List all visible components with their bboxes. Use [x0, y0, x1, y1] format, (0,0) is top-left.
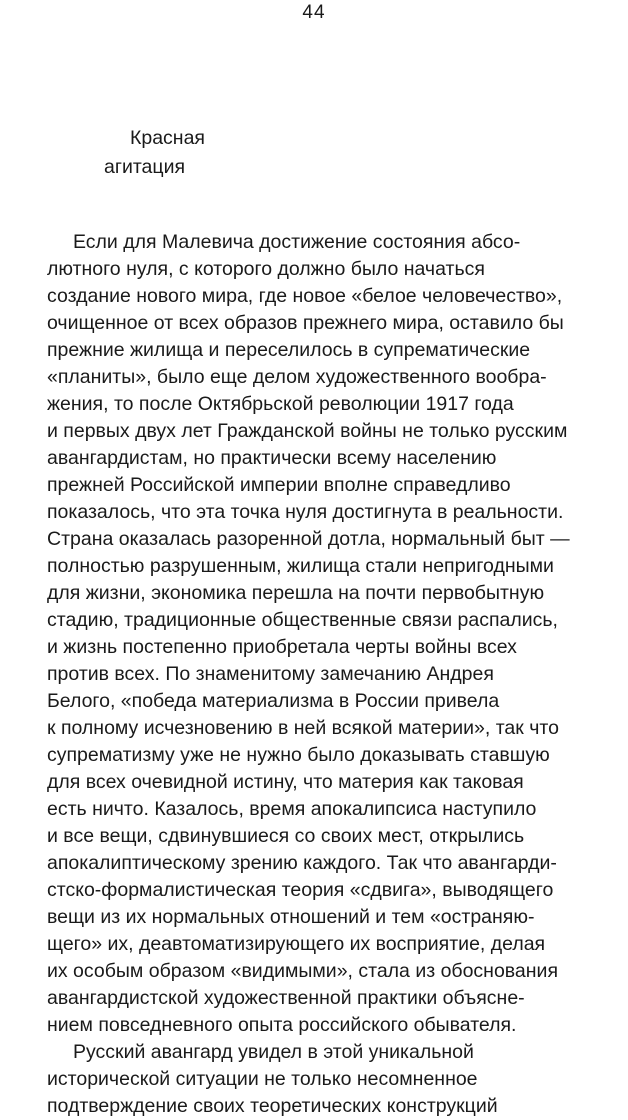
text-line: очищенное от всех образов прежнего мира, оставило бы — [47, 312, 564, 334]
text-line: прежние жилища и переселилось в супрематические — [47, 339, 531, 361]
heading-line-2: агитация — [104, 156, 186, 178]
text-line: супрематизму уже не нужно было доказывать ставшую — [47, 744, 550, 766]
text-line: Страна оказалась разоренной дотла, нормальный быт — — [47, 528, 570, 550]
page-number: 44 — [302, 2, 326, 23]
text-line: и первых двух лет Гражданской войны не только русским — [47, 420, 568, 442]
text-line: стадию, традиционные общественные связи распались, — [47, 609, 558, 631]
text-line: их особым образом «видимыми», стала из обоснования — [47, 960, 558, 982]
text-line: для жизни, экономика перешла на почти первобытную — [47, 582, 545, 604]
text-line: к полному исчезновению в ней всякой материи», так что — [47, 717, 559, 739]
text-line: вещи из их нормальных отношений и тем «остраняю- — [47, 906, 535, 928]
text-line: подтверждение своих теоретических конструкций — [47, 1095, 498, 1117]
text-line: исторической ситуации не только несомненное — [47, 1068, 478, 1090]
text-line: и жизнь постепенно приобретала черты войны всех — [47, 636, 517, 658]
text-line: апокалиптическому зрению каждого. Так что авангарди- — [47, 852, 557, 874]
text-line: Если для Малевича достижение состояния абсо- — [73, 231, 521, 253]
text-line: стско-формалистическая теория «сдвига», выводящего — [47, 879, 554, 901]
text-line: авангардистам, но практически всему населению — [47, 447, 497, 469]
text-line: прежней Российской империи вполне справедливо — [47, 474, 511, 496]
text-line: и все вещи, сдвинувшиеся со своих мест, открылись — [47, 825, 525, 847]
text-line: против всех. По знаменитому замечанию Андрея — [47, 663, 494, 685]
text-line: нием повседневного опыта российского обывателя. — [47, 1014, 517, 1036]
text-line: «планиты», было еще делом художественного вообра- — [47, 366, 547, 388]
text-line: авангардистской художественной практики объясне- — [47, 987, 525, 1009]
text-line: Русский авангард увидел в этой уникальной — [73, 1041, 474, 1063]
text-line: Белого, «победа материализма в России привела — [47, 690, 500, 712]
text-line: есть ничто. Казалось, время апокалипсиса наступило — [47, 798, 537, 820]
text-line: показалось, что эта точка нуля достигнута в реальности. — [47, 501, 564, 523]
text-line: полностью разрушенным, жилища стали непригодными — [47, 555, 554, 577]
heading-line-1: Красная — [130, 127, 205, 149]
text-line: жения, то после Октябрьской революции 1917 года — [47, 393, 514, 415]
text-line: создание нового мира, где новое «белое человечество», — [47, 285, 563, 307]
text-line: лютного нуля, с которого должно было начаться — [47, 258, 485, 280]
text-line: щего» их, деавтоматизирующего их восприятие, делая — [47, 933, 546, 955]
text-line: для всех очевидной истину, что материя как таковая — [47, 771, 524, 793]
